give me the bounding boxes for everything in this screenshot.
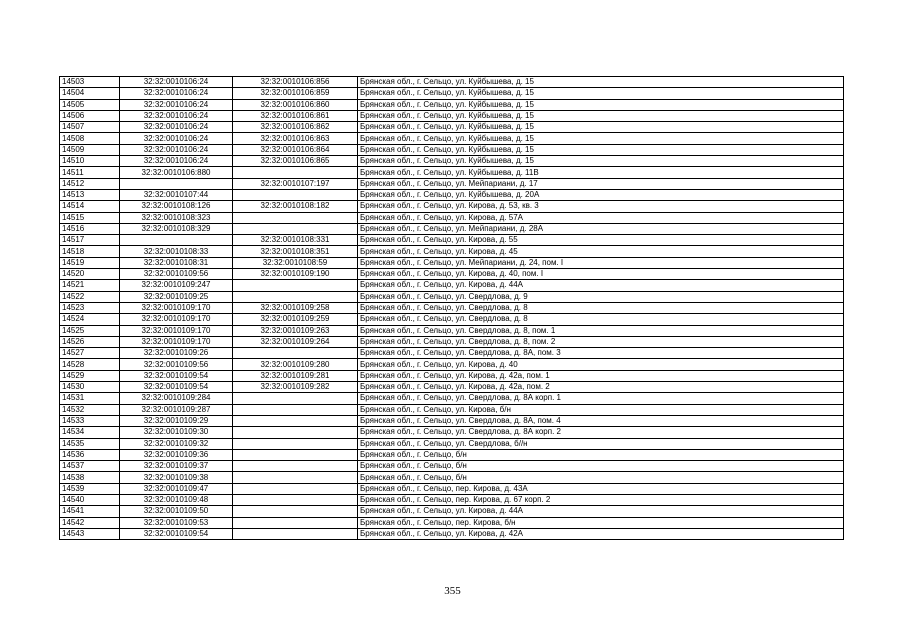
building-cadastral-number-cell (233, 348, 358, 359)
record-number-cell: 14540 (60, 494, 120, 505)
parcel-cadastral-number-cell: 32:32:0010109:56 (120, 269, 233, 280)
building-cadastral-number-cell (233, 212, 358, 223)
record-number-cell: 14523 (60, 302, 120, 313)
table-row (60, 449, 844, 460)
address-cell: Брянская обл., г. Сельцо, ул. Мейпариани, д. 28А (358, 223, 844, 234)
address-cell: Брянская обл., г. Сельцо, ул. Свердлова, д. 9 (358, 291, 844, 302)
table-row (60, 110, 844, 121)
building-cadastral-number-cell (233, 427, 358, 438)
building-cadastral-number-cell: 32:32:0010109:281 (233, 370, 358, 381)
table-row (60, 280, 844, 291)
record-number-cell: 14535 (60, 438, 120, 449)
record-number-cell: 14542 (60, 517, 120, 528)
address-cell: Брянская обл., г. Сельцо, ул. Кирова, д. 44А (358, 506, 844, 517)
parcel-cadastral-number-cell: 32:32:0010109:50 (120, 506, 233, 517)
address-cell: Брянская обл., г. Сельцо, ул. Кирова, д. 42а, пом. 1 (358, 370, 844, 381)
registry-table-body (60, 77, 844, 540)
building-cadastral-number-cell (233, 506, 358, 517)
parcel-cadastral-number-cell: 32:32:0010106:24 (120, 144, 233, 155)
address-cell: Брянская обл., г. Сельцо, ул. Кирова, д. 55 (358, 235, 844, 246)
record-number-cell: 14522 (60, 291, 120, 302)
table-row (60, 506, 844, 517)
record-number-cell: 14516 (60, 223, 120, 234)
parcel-cadastral-number-cell: 32:32:0010109:53 (120, 517, 233, 528)
record-number-cell: 14506 (60, 110, 120, 121)
address-cell: Брянская обл., г. Сельцо, ул. Кирова, д. 57А (358, 212, 844, 223)
record-number-cell: 14528 (60, 359, 120, 370)
parcel-cadastral-number-cell: 32:32:0010106:24 (120, 122, 233, 133)
building-cadastral-number-cell (233, 517, 358, 528)
parcel-cadastral-number-cell: 32:32:0010109:36 (120, 449, 233, 460)
parcel-cadastral-number-cell: 32:32:0010108:329 (120, 223, 233, 234)
parcel-cadastral-number-cell: 32:32:0010109:54 (120, 370, 233, 381)
record-number-cell: 14514 (60, 201, 120, 212)
address-cell: Брянская обл., г. Сельцо, ул. Куйбышева, д. 15 (358, 77, 844, 88)
parcel-cadastral-number-cell: 32:32:0010106:880 (120, 167, 233, 178)
building-cadastral-number-cell: 32:32:0010108:331 (233, 235, 358, 246)
building-cadastral-number-cell (233, 472, 358, 483)
record-number-cell: 14525 (60, 325, 120, 336)
table-row (60, 257, 844, 268)
building-cadastral-number-cell (233, 528, 358, 539)
building-cadastral-number-cell: 32:32:0010107:197 (233, 178, 358, 189)
table-row (60, 483, 844, 494)
building-cadastral-number-cell: 32:32:0010106:862 (233, 122, 358, 133)
record-number-cell: 14503 (60, 77, 120, 88)
parcel-cadastral-number-cell: 32:32:0010108:31 (120, 257, 233, 268)
record-number-cell: 14534 (60, 427, 120, 438)
parcel-cadastral-number-cell: 32:32:0010109:29 (120, 415, 233, 426)
table-row (60, 246, 844, 257)
address-cell: Брянская обл., г. Сельцо, б/н (358, 472, 844, 483)
building-cadastral-number-cell (233, 223, 358, 234)
table-row (60, 438, 844, 449)
table-row (60, 359, 844, 370)
parcel-cadastral-number-cell: 32:32:0010108:33 (120, 246, 233, 257)
address-cell: Брянская обл., г. Сельцо, ул. Кирова, б/н (358, 404, 844, 415)
table-row (60, 178, 844, 189)
record-number-cell: 14513 (60, 189, 120, 200)
address-cell: Брянская обл., г. Сельцо, ул. Куйбышева, д. 15 (358, 133, 844, 144)
registry-table (59, 76, 844, 540)
building-cadastral-number-cell (233, 291, 358, 302)
address-cell: Брянская обл., г. Сельцо, ул. Свердлова, д. 8А, пом. 3 (358, 348, 844, 359)
building-cadastral-number-cell: 32:32:0010109:280 (233, 359, 358, 370)
address-cell: Брянская обл., г. Сельцо, ул. Кирова, д. 40 (358, 359, 844, 370)
parcel-cadastral-number-cell (120, 178, 233, 189)
building-cadastral-number-cell: 32:32:0010109:258 (233, 302, 358, 313)
table-row (60, 212, 844, 223)
building-cadastral-number-cell: 32:32:0010106:861 (233, 110, 358, 121)
building-cadastral-number-cell (233, 404, 358, 415)
building-cadastral-number-cell (233, 438, 358, 449)
parcel-cadastral-number-cell: 32:32:0010106:24 (120, 99, 233, 110)
record-number-cell: 14524 (60, 314, 120, 325)
record-number-cell: 14510 (60, 156, 120, 167)
record-number-cell: 14517 (60, 235, 120, 246)
parcel-cadastral-number-cell: 32:32:0010109:170 (120, 302, 233, 313)
record-number-cell: 14526 (60, 336, 120, 347)
table-row (60, 494, 844, 505)
building-cadastral-number-cell (233, 494, 358, 505)
address-cell: Брянская обл., г. Сельцо, ул. Куйбышева, д. 15 (358, 99, 844, 110)
address-cell: Брянская обл., г. Сельцо, ул. Кирова, д. 40, пом. I (358, 269, 844, 280)
table-row (60, 528, 844, 539)
table-row (60, 370, 844, 381)
building-cadastral-number-cell: 32:32:0010106:865 (233, 156, 358, 167)
record-number-cell: 14508 (60, 133, 120, 144)
table-row (60, 156, 844, 167)
record-number-cell: 14531 (60, 393, 120, 404)
record-number-cell: 14519 (60, 257, 120, 268)
address-cell: Брянская обл., г. Сельцо, ул. Куйбышева, д. 15 (358, 144, 844, 155)
parcel-cadastral-number-cell: 32:32:0010109:38 (120, 472, 233, 483)
building-cadastral-number-cell: 32:32:0010108:59 (233, 257, 358, 268)
table-row (60, 223, 844, 234)
address-cell: Брянская обл., г. Сельцо, ул. Свердлова, д. 8, пом. 1 (358, 325, 844, 336)
record-number-cell: 14530 (60, 382, 120, 393)
table-row (60, 99, 844, 110)
address-cell: Брянская обл., г. Сельцо, ул. Свердлова, д. 8А корп. 1 (358, 393, 844, 404)
address-cell: Брянская обл., г. Сельцо, ул. Кирова, д. 44А (358, 280, 844, 291)
record-number-cell: 14511 (60, 167, 120, 178)
parcel-cadastral-number-cell: 32:32:0010109:25 (120, 291, 233, 302)
building-cadastral-number-cell: 32:32:0010109:259 (233, 314, 358, 325)
table-row (60, 144, 844, 155)
address-cell: Брянская обл., г. Сельцо, ул. Мейпариани, д. 17 (358, 178, 844, 189)
record-number-cell: 14529 (60, 370, 120, 381)
record-number-cell: 14537 (60, 461, 120, 472)
table-row (60, 88, 844, 99)
parcel-cadastral-number-cell: 32:32:0010109:54 (120, 382, 233, 393)
address-cell: Брянская обл., г. Сельцо, ул. Куйбышева, д. 15 (358, 88, 844, 99)
parcel-cadastral-number-cell: 32:32:0010106:24 (120, 110, 233, 121)
address-cell: Брянская обл., г. Сельцо, ул. Куйбышева, д. 15 (358, 110, 844, 121)
record-number-cell: 14507 (60, 122, 120, 133)
building-cadastral-number-cell (233, 449, 358, 460)
table-row (60, 189, 844, 200)
record-number-cell: 14505 (60, 99, 120, 110)
parcel-cadastral-number-cell: 32:32:0010108:323 (120, 212, 233, 223)
record-number-cell: 14543 (60, 528, 120, 539)
address-cell: Брянская обл., г. Сельцо, ул. Свердлова, д. 8 (358, 314, 844, 325)
record-number-cell: 14541 (60, 506, 120, 517)
address-cell: Брянская обл., г. Сельцо, ул. Кирова, д. 53, кв. 3 (358, 201, 844, 212)
record-number-cell: 14539 (60, 483, 120, 494)
parcel-cadastral-number-cell: 32:32:0010107:44 (120, 189, 233, 200)
building-cadastral-number-cell (233, 461, 358, 472)
address-cell: Брянская обл., г. Сельцо, ул. Куйбышева, д. 20А (358, 189, 844, 200)
building-cadastral-number-cell: 32:32:0010109:263 (233, 325, 358, 336)
parcel-cadastral-number-cell: 32:32:0010109:287 (120, 404, 233, 415)
table-row (60, 472, 844, 483)
parcel-cadastral-number-cell: 32:32:0010106:24 (120, 77, 233, 88)
address-cell: Брянская обл., г. Сельцо, ул. Свердлова, д. 8, пом. 2 (358, 336, 844, 347)
record-number-cell: 14512 (60, 178, 120, 189)
table-row (60, 336, 844, 347)
table-row (60, 77, 844, 88)
building-cadastral-number-cell (233, 189, 358, 200)
address-cell: Брянская обл., г. Сельцо, ул. Свердлова, д. 8А, пом. 4 (358, 415, 844, 426)
parcel-cadastral-number-cell: 32:32:0010106:24 (120, 88, 233, 99)
address-cell: Брянская обл., г. Сельцо, ул. Свердлова, б//н (358, 438, 844, 449)
building-cadastral-number-cell (233, 167, 358, 178)
table-row (60, 269, 844, 280)
building-cadastral-number-cell: 32:32:0010106:860 (233, 99, 358, 110)
record-number-cell: 14538 (60, 472, 120, 483)
record-number-cell: 14521 (60, 280, 120, 291)
table-row (60, 314, 844, 325)
table-row (60, 325, 844, 336)
address-cell: Брянская обл., г. Сельцо, пер. Кирова, б/н (358, 517, 844, 528)
table-row (60, 461, 844, 472)
building-cadastral-number-cell: 32:32:0010109:282 (233, 382, 358, 393)
building-cadastral-number-cell (233, 483, 358, 494)
address-cell: Брянская обл., г. Сельцо, ул. Свердлова, д. 8 (358, 302, 844, 313)
table-row (60, 348, 844, 359)
table-row (60, 517, 844, 528)
record-number-cell: 14504 (60, 88, 120, 99)
address-cell: Брянская обл., г. Сельцо, б/н (358, 461, 844, 472)
table-row (60, 302, 844, 313)
building-cadastral-number-cell (233, 415, 358, 426)
record-number-cell: 14536 (60, 449, 120, 460)
address-cell: Брянская обл., г. Сельцо, ул. Куйбышева, д. 11В (358, 167, 844, 178)
address-cell: Брянская обл., г. Сельцо, ул. Кирова, д. 42а, пом. 2 (358, 382, 844, 393)
page-number: 355 (444, 585, 461, 597)
address-cell: Брянская обл., г. Сельцо, ул. Куйбышева, д. 15 (358, 122, 844, 133)
address-cell: Брянская обл., г. Сельцо, пер. Кирова, д. 67 корп. 2 (358, 494, 844, 505)
table-row (60, 201, 844, 212)
table-row (60, 133, 844, 144)
address-cell: Брянская обл., г. Сельцо, ул. Кирова, д. 42А (358, 528, 844, 539)
parcel-cadastral-number-cell: 32:32:0010108:126 (120, 201, 233, 212)
table-row (60, 291, 844, 302)
record-number-cell: 14509 (60, 144, 120, 155)
address-cell: Брянская обл., г. Сельцо, ул. Мейпариани, д. 24, пом. I (358, 257, 844, 268)
building-cadastral-number-cell: 32:32:0010108:182 (233, 201, 358, 212)
table-row (60, 427, 844, 438)
parcel-cadastral-number-cell: 32:32:0010109:284 (120, 393, 233, 404)
parcel-cadastral-number-cell: 32:32:0010109:247 (120, 280, 233, 291)
building-cadastral-number-cell (233, 393, 358, 404)
building-cadastral-number-cell (233, 280, 358, 291)
building-cadastral-number-cell: 32:32:0010109:190 (233, 269, 358, 280)
address-cell: Брянская обл., г. Сельцо, б/н (358, 449, 844, 460)
parcel-cadastral-number-cell: 32:32:0010109:48 (120, 494, 233, 505)
parcel-cadastral-number-cell: 32:32:0010109:170 (120, 325, 233, 336)
table-row (60, 393, 844, 404)
parcel-cadastral-number-cell: 32:32:0010109:56 (120, 359, 233, 370)
table-row (60, 404, 844, 415)
address-cell: Брянская обл., г. Сельцо, ул. Куйбышева, д. 15 (358, 156, 844, 167)
address-cell: Брянская обл., г. Сельцо, ул. Свердлова, д. 8А корп. 2 (358, 427, 844, 438)
table-row (60, 122, 844, 133)
record-number-cell: 14527 (60, 348, 120, 359)
parcel-cadastral-number-cell: 32:32:0010109:170 (120, 336, 233, 347)
parcel-cadastral-number-cell: 32:32:0010109:32 (120, 438, 233, 449)
table-row (60, 382, 844, 393)
parcel-cadastral-number-cell: 32:32:0010109:170 (120, 314, 233, 325)
table-row (60, 415, 844, 426)
parcel-cadastral-number-cell: 32:32:0010109:30 (120, 427, 233, 438)
parcel-cadastral-number-cell: 32:32:0010109:37 (120, 461, 233, 472)
record-number-cell: 14515 (60, 212, 120, 223)
parcel-cadastral-number-cell (120, 235, 233, 246)
building-cadastral-number-cell: 32:32:0010106:864 (233, 144, 358, 155)
building-cadastral-number-cell: 32:32:0010106:859 (233, 88, 358, 99)
address-cell: Брянская обл., г. Сельцо, ул. Кирова, д. 45 (358, 246, 844, 257)
parcel-cadastral-number-cell: 32:32:0010106:24 (120, 156, 233, 167)
building-cadastral-number-cell: 32:32:0010109:264 (233, 336, 358, 347)
table-row (60, 167, 844, 178)
address-cell: Брянская обл., г. Сельцо, пер. Кирова, д. 43А (358, 483, 844, 494)
record-number-cell: 14532 (60, 404, 120, 415)
table-row (60, 235, 844, 246)
parcel-cadastral-number-cell: 32:32:0010109:47 (120, 483, 233, 494)
record-number-cell: 14518 (60, 246, 120, 257)
parcel-cadastral-number-cell: 32:32:0010109:26 (120, 348, 233, 359)
building-cadastral-number-cell: 32:32:0010106:856 (233, 77, 358, 88)
parcel-cadastral-number-cell: 32:32:0010106:24 (120, 133, 233, 144)
building-cadastral-number-cell: 32:32:0010106:863 (233, 133, 358, 144)
record-number-cell: 14520 (60, 269, 120, 280)
parcel-cadastral-number-cell: 32:32:0010109:54 (120, 528, 233, 539)
building-cadastral-number-cell: 32:32:0010108:351 (233, 246, 358, 257)
record-number-cell: 14533 (60, 415, 120, 426)
